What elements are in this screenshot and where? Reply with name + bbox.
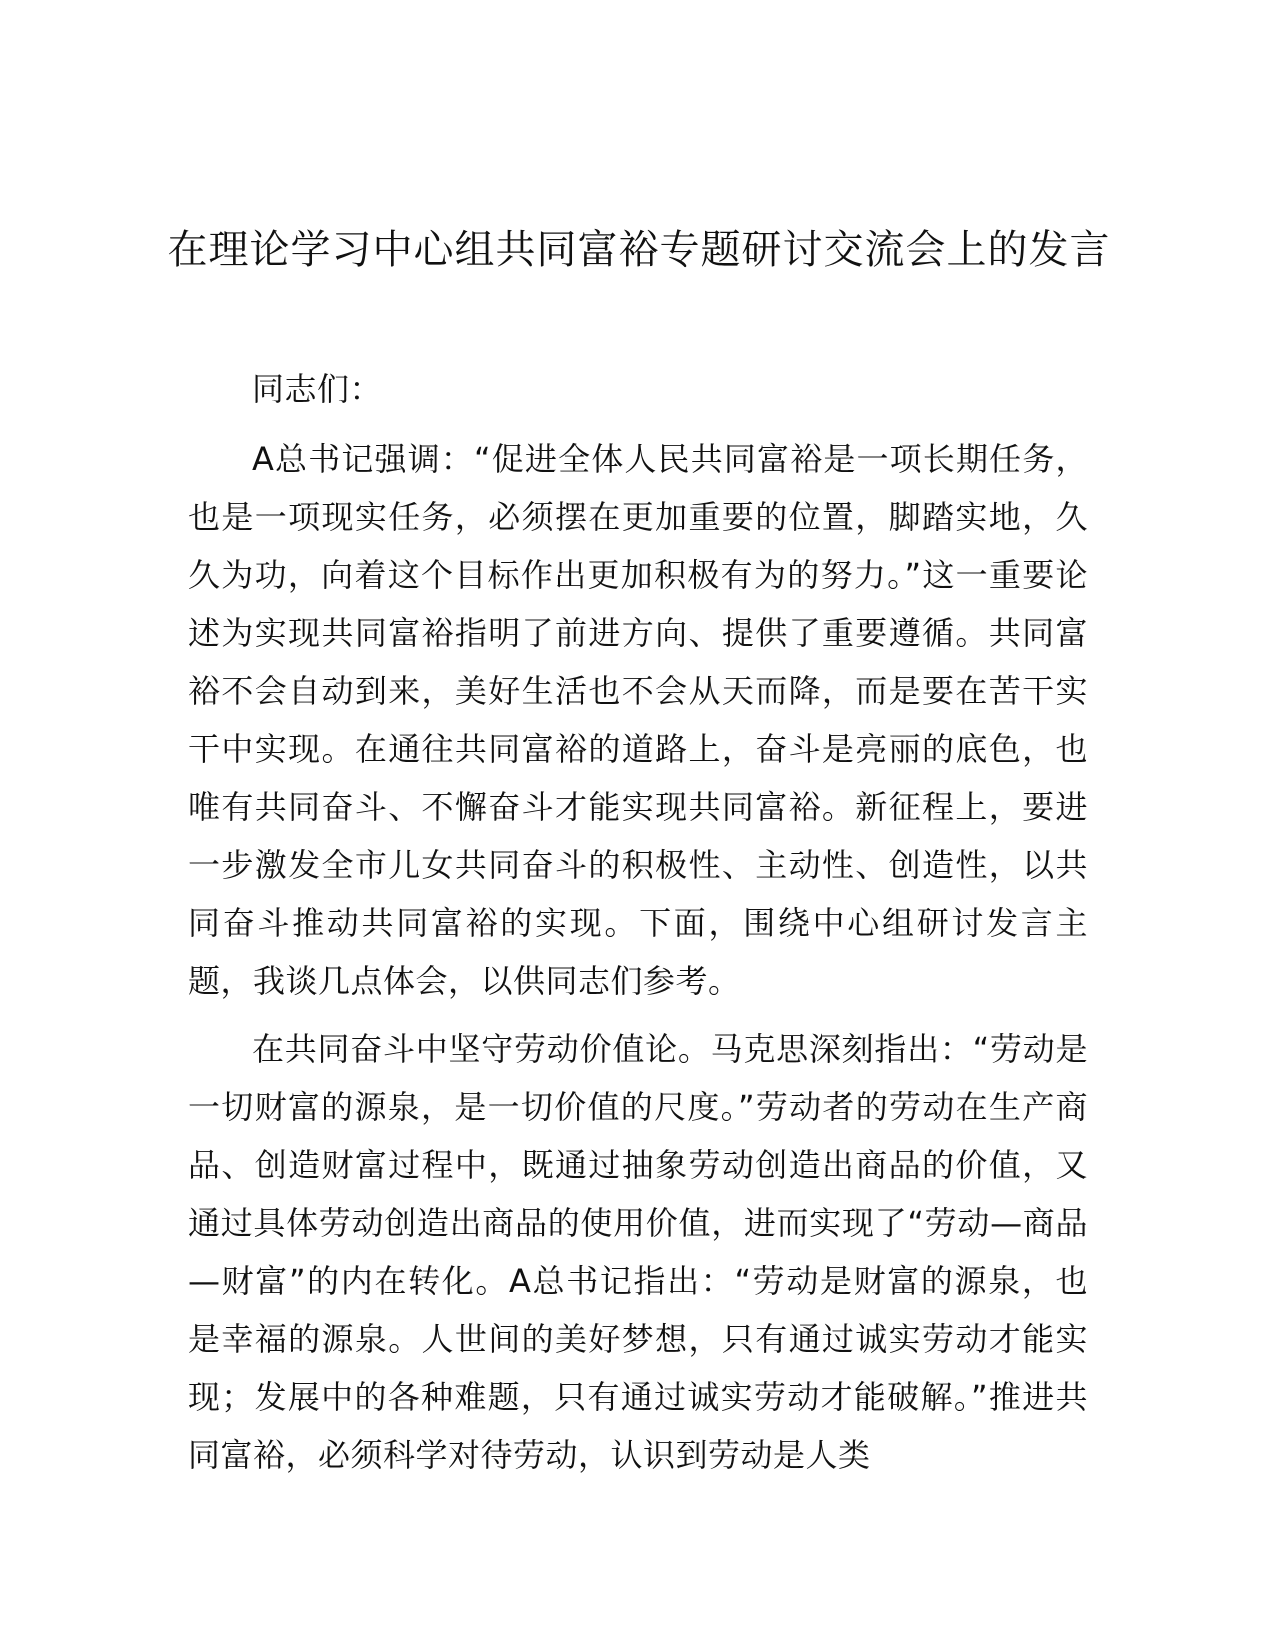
paragraph-1: A总书记强调：“促进全体人民共同富裕是一项长期任务，也是一项现实任务，必须摆在更加重要的位置，脚踏实地，久久为功，向着这个目标作出更加积极有为的努力。”这一重要论述为实现共同富裕指明了前进方向、提供了重要遵循。共同富裕不会自动到来，美好生活也不会从天而降，而是要在苦干实干中实现。在通往共同富裕的道路上，奋斗是亮丽的底色，也唯有共同奋斗、不懈奋斗才能实现共同富裕。新征程上，要进一步激发全市儿女共同奋斗的积极性、主动性、创造性，以共同奋斗推动共同富裕的实现。下面，围绕中心组研讨发言主题，我谈几点体会，以供同志们参考。	[188, 440, 1088, 1000]
document-body	[188, 360, 1088, 1494]
salutation: 同志们：	[252, 370, 383, 408]
paragraph-2: 在共同奋斗中坚守劳动价值论。马克思深刻指出：“劳动是一切财富的源泉，是一切价值的尺度。”劳动者的劳动在生产商品、创造财富过程中，既通过抽象劳动创造出商品的价值，又通过具体劳动创造出商品的使用价值，进而实现了“劳动—商品—财富”的内在转化。A总书记指出：“劳动是财富的源泉，也是幸福的源泉。人世间的美好梦想，只有通过诚实劳动才能实现；发展中的各种难题，只有通过诚实劳动才能破解。”推进共同富裕，必须科学对待劳动，认识到劳动是人类	[188, 1030, 1088, 1474]
document-title: 在理论学习中心组共同富裕专题研讨交流会上的发言	[167, 227, 1111, 273]
